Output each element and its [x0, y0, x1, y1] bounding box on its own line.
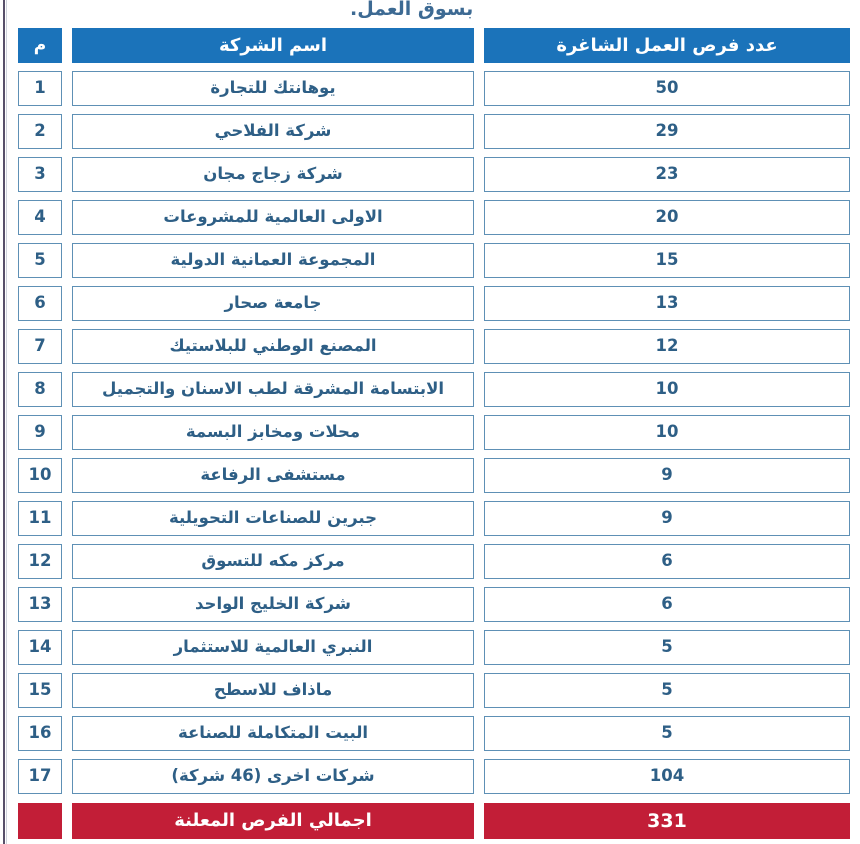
total-label: اجمالي الفرص المعلنة — [72, 803, 474, 839]
table-row — [18, 501, 850, 536]
row-index: 10 — [18, 458, 62, 493]
page-left-edge — [3, 0, 5, 844]
company-name: شركة زجاج مجان — [72, 157, 474, 192]
row-index: 4 — [18, 200, 62, 235]
company-name: الابتسامة المشرقة لطب الاسنان والتجميل — [72, 372, 474, 407]
row-index: 5 — [18, 243, 62, 278]
vacancy-count: 10 — [484, 372, 850, 407]
row-index: 11 — [18, 501, 62, 536]
company-name: البيت المتكاملة للصناعة — [72, 716, 474, 751]
row-index: 16 — [18, 716, 62, 751]
header-index: م — [18, 28, 62, 63]
page-left-edge-inner — [6, 0, 7, 844]
vacancy-count: 12 — [484, 329, 850, 364]
vacancy-count: 10 — [484, 415, 850, 450]
vacancy-count: 5 — [484, 673, 850, 708]
table-row — [18, 286, 850, 321]
row-index: 6 — [18, 286, 62, 321]
vacancy-count: 23 — [484, 157, 850, 192]
company-name: مستشفى الرفاعة — [72, 458, 474, 493]
table-total-row — [18, 803, 850, 839]
row-index: 17 — [18, 759, 62, 794]
row-index: 14 — [18, 630, 62, 665]
header-company: اسم الشركة — [72, 28, 474, 63]
header-vacancy-count: عدد فرص العمل الشاغرة — [484, 28, 850, 63]
table-row — [18, 759, 850, 794]
company-name: شركة الفلاحي — [72, 114, 474, 149]
vacancy-count: 6 — [484, 587, 850, 622]
company-name: مركز مكه للتسوق — [72, 544, 474, 579]
table-row — [18, 329, 850, 364]
row-index: 12 — [18, 544, 62, 579]
vacancies-table — [18, 28, 850, 838]
vacancy-count: 9 — [484, 501, 850, 536]
table-row — [18, 544, 850, 579]
table-row — [18, 243, 850, 278]
vacancy-count: 29 — [484, 114, 850, 149]
table-row — [18, 114, 850, 149]
table-row — [18, 587, 850, 622]
vacancy-count: 104 — [484, 759, 850, 794]
table-row — [18, 716, 850, 751]
company-name: ماذاف للاسطح — [72, 673, 474, 708]
vacancy-count: 5 — [484, 630, 850, 665]
row-index: 1 — [18, 71, 62, 106]
table-row — [18, 458, 850, 493]
table-row — [18, 200, 850, 235]
table-row — [18, 630, 850, 665]
vacancy-count: 15 — [484, 243, 850, 278]
company-name: جبرين للصناعات التحويلية — [72, 501, 474, 536]
table-row — [18, 157, 850, 192]
row-index: 8 — [18, 372, 62, 407]
total-index-cell — [18, 803, 62, 839]
row-index: 15 — [18, 673, 62, 708]
company-name: المجموعة العمانية الدولية — [72, 243, 474, 278]
row-index: 13 — [18, 587, 62, 622]
intro-text: بسوق العمل. — [350, 0, 474, 20]
row-index: 2 — [18, 114, 62, 149]
vacancy-count: 5 — [484, 716, 850, 751]
table-row — [18, 673, 850, 708]
table-row — [18, 415, 850, 450]
table-body — [18, 71, 850, 794]
company-name: يوهانتك للتجارة — [72, 71, 474, 106]
vacancy-count: 50 — [484, 71, 850, 106]
total-value: 331 — [484, 803, 850, 839]
table-row — [18, 372, 850, 407]
company-name: محلات ومخابز البسمة — [72, 415, 474, 450]
company-name: المصنع الوطني للبلاستيك — [72, 329, 474, 364]
vacancy-count: 13 — [484, 286, 850, 321]
vacancy-count: 20 — [484, 200, 850, 235]
table-row — [18, 71, 850, 106]
row-index: 9 — [18, 415, 62, 450]
company-name: جامعة صحار — [72, 286, 474, 321]
row-index: 7 — [18, 329, 62, 364]
vacancy-count: 6 — [484, 544, 850, 579]
company-name: شركة الخليج الواحد — [72, 587, 474, 622]
row-index: 3 — [18, 157, 62, 192]
company-name: النبري العالمية للاستثمار — [72, 630, 474, 665]
company-name: شركات اخرى (46 شركة) — [72, 759, 474, 794]
company-name: الاولى العالمية للمشروعات — [72, 200, 474, 235]
table-header-row — [18, 28, 850, 63]
vacancy-count: 9 — [484, 458, 850, 493]
